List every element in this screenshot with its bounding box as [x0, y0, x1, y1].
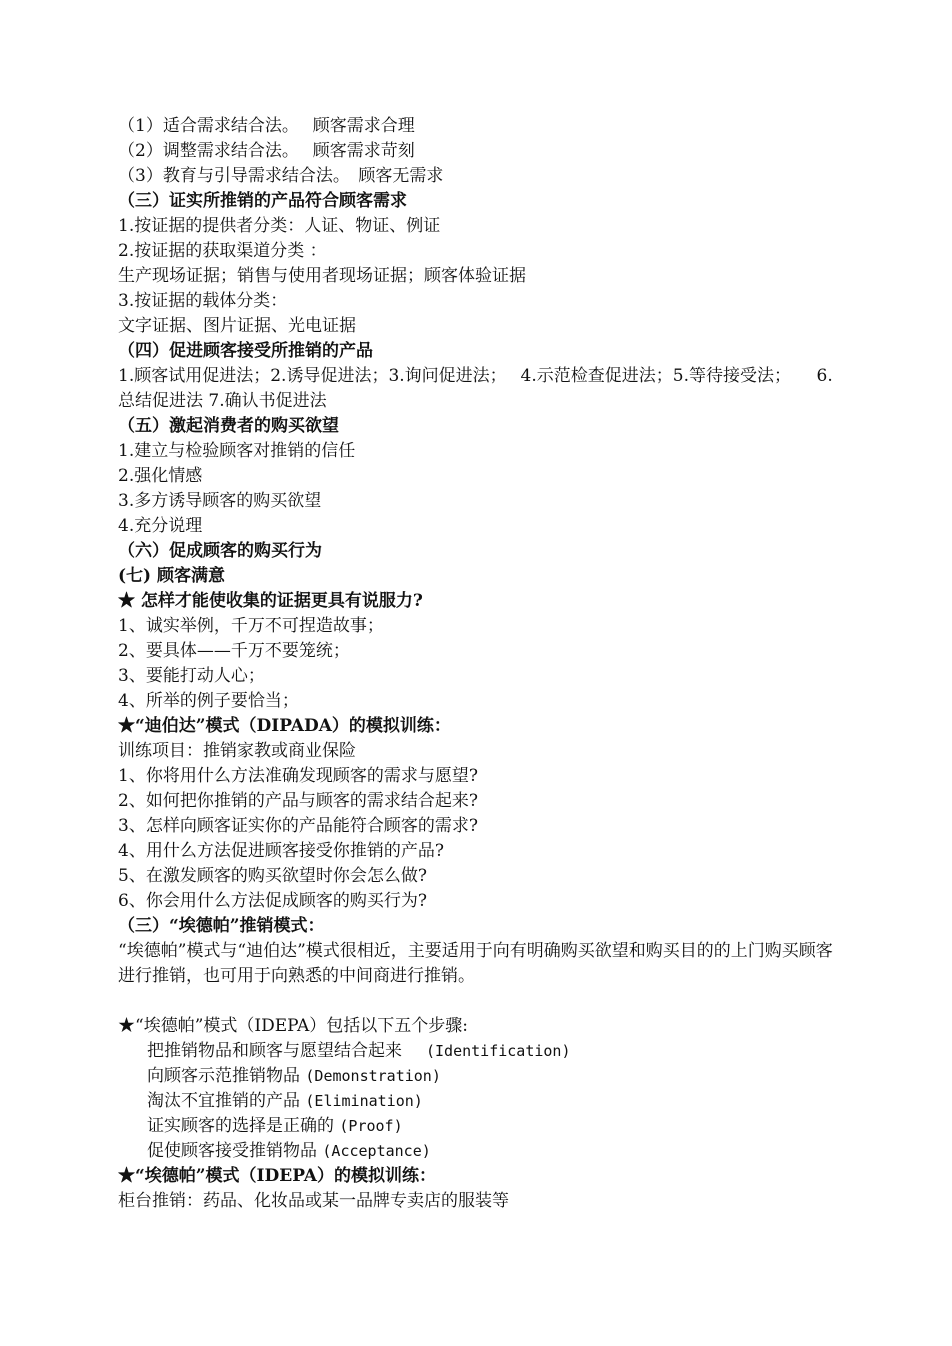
section-3-line-3: 生产现场证据；销售与使用者现场证据；顾客体验证据: [118, 266, 526, 286]
evidence-line-4: 4、所举的例子要恰当；: [118, 691, 299, 711]
section-3-line-2: 2.按证据的获取渠道分类 ：: [118, 241, 327, 261]
blank-spacer: [118, 989, 838, 1014]
section-5-line-1: 1.建立与检验顾客对推销的信任: [118, 441, 356, 461]
dipada-question-5: 5、在激发顾客的购买欲望时你会怎么做?: [118, 866, 427, 886]
section-5-line-2: 2.强化情感: [118, 466, 203, 486]
idepa-step-2-cn: 向顾客示范推销物品: [147, 1066, 300, 1086]
idepa-step-2: [118, 1064, 838, 1089]
idepa-training-line: 柜台推销：药品、化妆品或某一品牌专卖店的服装等: [118, 1191, 509, 1211]
dipada-project: 训练项目：推销家教或商业保险: [118, 741, 356, 761]
method-line-1: （1）适合需求结合法。 顾客需求合理: [118, 116, 415, 136]
evidence-line-1: 1、诚实举例，千万不可捏造故事；: [118, 616, 384, 636]
idepa-training-heading: ★“埃德帕”模式（IDEPA）的模拟训练：: [118, 1166, 436, 1186]
section-5-heading: （五）激起消费者的购买欲望: [118, 416, 339, 436]
idepa-step-5-en: (Acceptance): [322, 1142, 431, 1160]
dipada-question-6: 6、你会用什么方法促成顾客的购买行为?: [118, 891, 427, 911]
dipada-question-4: 4、用什么方法促进顾客接受你推销的产品?: [118, 841, 444, 861]
section-4-heading: （四）促进顾客接受所推销的产品: [118, 341, 373, 361]
method-line-3: （3）教育与引导需求结合法。 顾客无需求: [118, 166, 444, 186]
section-4-paragraph: 1.顾客试用促进法；2.诱导促进法；3.询问促进法； 4.示范检查促进法；5.等待接受法； 6. 总结促进法 7.确认书促进法: [118, 366, 833, 411]
idepa-step-3-cn: 淘汰不宜推销的产品: [147, 1091, 300, 1111]
section-5-line-3: 3.多方诱导顾客的购买欲望: [118, 491, 322, 511]
idepa-step-5-cn: 促使顾客接受推销物品: [147, 1141, 317, 1161]
idepa-step-1-en: (Identification): [426, 1042, 571, 1060]
section-6-heading: （六）促成顾客的购买行为: [118, 541, 322, 561]
section-3-line-1: 1.按证据的提供者分类：人证、物证、例证: [118, 216, 441, 236]
idepa-step-1-cn: 把推销物品和顾客与愿望结合起来: [147, 1041, 402, 1061]
idepa-steps-heading: ★“埃德帕”模式（IDEPA）包括以下五个步骤:: [118, 1016, 469, 1036]
idepa-step-2-en: (Demonstration): [305, 1067, 441, 1085]
idepa-intro-paragraph: “埃德帕”模式与“迪伯达”模式很相近，主要适用于向有明确购买欲望和购买目的的上门购买顾客进行推销，也可用于向熟悉的中间商进行推销。: [118, 941, 833, 986]
method-line-2: （2）调整需求结合法。 顾客需求苛刻: [118, 141, 415, 161]
idepa-step-1: [118, 1039, 838, 1064]
idepa-intro-heading: （三）“埃德帕”推销模式：: [118, 916, 325, 936]
evidence-heading: ★ 怎样才能使收集的证据更具有说服力?: [118, 591, 423, 611]
section-3-heading: （三）证实所推销的产品符合顾客需求: [118, 191, 407, 211]
document-page: [118, 114, 838, 1214]
section-3-line-4: 3.按证据的载体分类：: [118, 291, 288, 311]
idepa-step-4-cn: 证实顾客的选择是正确的: [147, 1116, 334, 1136]
dipada-heading: ★“迪伯达”模式（DIPADA）的模拟训练：: [118, 716, 451, 736]
evidence-line-2: 2、要具体——千万不要笼统；: [118, 641, 350, 661]
section-5-line-4: 4.充分说理: [118, 516, 203, 536]
idepa-step-3: [118, 1089, 838, 1114]
evidence-line-3: 3、要能打动人心；: [118, 666, 265, 686]
idepa-step-4: [118, 1114, 838, 1139]
section-7-heading: (七) 顾客满意: [118, 566, 226, 586]
section-3-line-5: 文字证据、图片证据、光电证据: [118, 316, 356, 336]
dipada-question-1: 1、你将用什么方法准确发现顾客的需求与愿望?: [118, 766, 478, 786]
dipada-question-2: 2、如何把你推销的产品与顾客的需求结合起来?: [118, 791, 478, 811]
idepa-step-4-en: (Proof): [339, 1117, 403, 1135]
idepa-step-3-en: (Elimination): [305, 1092, 423, 1110]
dipada-question-3: 3、怎样向顾客证实你的产品能符合顾客的需求?: [118, 816, 478, 836]
idepa-step-5: [118, 1139, 838, 1164]
